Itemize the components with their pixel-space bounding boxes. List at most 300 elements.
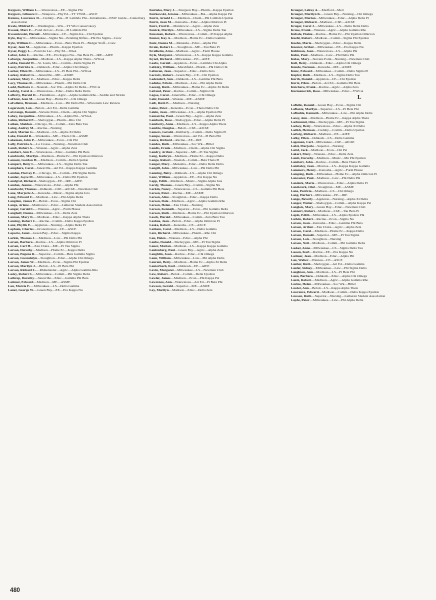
entry-details: Beloit—LS—Kappa Alpha Theta (312, 286, 359, 291)
entry-name: Krueger, Marion (290, 16, 316, 21)
entry-name: LaFleur, Jean M. (8, 97, 34, 102)
directory-entry: Krueger, Richard—Madison—ChE—AIChE (290, 20, 355, 25)
directory-entry: Lackey, Betty—Wauwatosa—Educ—Alpha Xi Delta (290, 123, 365, 128)
entry-details: Oshkosh—Educ—Alpha Chi Omega (310, 60, 362, 65)
entry-name: Larson, Eugene R. (8, 251, 36, 256)
entry-name: Ladwig, Carol A. (8, 89, 34, 94)
directory-entry: Kusick, Marilyn—Milwaukee—LS—Sigma Delta Tau (149, 28, 227, 33)
entry-details: Milwaukee—Comm—Delta Sigma Pi (315, 68, 369, 73)
entry-name: Laube, Donald (149, 239, 172, 244)
entry-name: Lacroix, Robert (149, 73, 173, 77)
entry-name: Lauber, Ruth (290, 261, 311, 266)
directory-entry: Lawson, Ruth—Superior—Nursing—Lutheran Student Association (290, 294, 386, 299)
entry-details: Racine—Nursing (37, 125, 62, 130)
entry-details: Madison—ChE—AIChE (319, 20, 355, 25)
directory-entry: Lampert, Betty L.—Milwaukee—LS—Sigma Delta Tau (8, 162, 88, 167)
entry-details: Milwaukee—LS—Alpha Epsilon Phi (312, 213, 365, 217)
entry-details: Medford—Med (321, 8, 344, 12)
entry-details: Wausau—CE—ASCE (311, 257, 343, 262)
entry-name: Langhoff, Donna (8, 211, 34, 216)
entry-details: Menasha—Educ—Delta Delta Delta (173, 162, 224, 167)
entry-name: Ladwig, Richard (290, 131, 316, 136)
entry-name: Law, Robert (149, 272, 168, 277)
entry-details: Manitowoc—Educ—Lutheran Student Association (32, 203, 103, 207)
entry-details: Milwaukee—Comm—Phi Sigma Delta (35, 272, 91, 277)
directory-entry: Kutchera, Frank—Racine—Agric—Alpha Zeta (290, 85, 359, 90)
directory-entry: Lauber, Ruth—Sheboygan—Art Ed—Delta Gamma (290, 261, 365, 266)
entry-name: Kyle, Ray C. (8, 36, 27, 41)
entry-name: Kyncl, Richard (149, 56, 172, 61)
entry-name: Kvale, Robert L. (149, 44, 174, 49)
entry-name: Latz, Richard (149, 231, 170, 236)
directory-entry: Larsen, Peter—Racine—ME—ASME (149, 190, 204, 195)
entry-name: Lavin, Margaret (149, 268, 174, 272)
entry-details: Racine—EE—Eta Kappa Nu—Tau Beta Pi—IRE—AIEE (33, 52, 114, 57)
entry-details: Marshfield—Pharm—Phi Delta Chi (177, 64, 228, 69)
entry-name: Laughton, Ann (290, 269, 313, 274)
entry-name: Lamont, Gordon H. (8, 158, 38, 163)
directory-entry: Lageman, Carl—Milwaukee—ChE—AIChE (290, 139, 355, 144)
directory-entry: Lasch, Harold—Milwaukee—Comm—Zeta Beta Tau (149, 215, 225, 220)
directory-entry: Lake, Donald R.—Waukesha—ME—Theta Chi—ASME (8, 133, 89, 138)
entry-name: Kutz, Donna M. (149, 40, 174, 45)
entry-details: Beloit—Art Ed—Gamma Phi Beta (312, 81, 361, 86)
entry-name: Latimer, Jean (290, 253, 311, 258)
directory-entry: Larson, Dale—Madison—Agric—Alpha Gamma Rho (149, 198, 226, 203)
entry-name: Labuzan, Jean (149, 68, 171, 73)
entry-details: Wauwatosa—Educ—Alpha Delta Pi (317, 180, 368, 185)
entry-name: Laun, William (149, 255, 171, 260)
directory-entry: Kurz, Fred R.—Manitowoc—Agric—Alpha Zeta (149, 24, 220, 29)
entry-name: Larsen, Joan (290, 221, 310, 226)
entry-name: Landsverk, Olaf (290, 184, 315, 189)
entry-details: Milwaukee—LS—Sigma Delta Tau (313, 245, 363, 250)
entry-name: Lacy, Thomas R. (8, 81, 33, 86)
directory-entry: Lammers, Henry—Kenosha—Agric—Farm House (290, 168, 363, 173)
entry-name: Lamers, Gerald (149, 129, 173, 134)
entry-details: Eau Claire—Nursing (173, 203, 203, 207)
entry-name: Lackey, Robert G. (8, 73, 35, 77)
directory-entry: Lawrence, Edward—Madison—Comm—Delta Kappa Epsilon (290, 290, 380, 295)
entry-details: Wauwatosa—Educ—Gamma Phi Beta (36, 150, 90, 155)
directory-entry: Larsen, Barbara—Racine—LS—Alpha Omicron Pi (8, 239, 82, 244)
entry-details: Milwaukee—ChE—AIChE (316, 139, 355, 144)
directory-entry: Landgraf, Richard—Sheboygan—EE—IRE—AIEE (8, 178, 83, 183)
entry-name: Laufenberg, Paul (149, 247, 175, 252)
entry-details: Rhinelander—Agric—Alpha Gamma Rho (39, 268, 98, 272)
entry-details: Beloit—Educ—Alpha Omicron Pi (172, 219, 220, 224)
entry-name: Langill, John (149, 166, 169, 171)
directory-entry: Lannert, Robert—Madison—ChE—Tau Beta Pi (290, 208, 360, 213)
entry-name: Lapp, Edith (149, 178, 168, 183)
entry-name: Laird, Marian G. (8, 129, 34, 134)
entry-name: Larson, Dale (149, 198, 169, 203)
entry-name: Larkin, Nancy (149, 186, 171, 191)
entry-name: Larson, Carol (290, 229, 312, 234)
directory-entry: Lamb, Dorothy—Madison—Music—Mu Phi Epsilon (290, 156, 366, 161)
directory-entry: Kurkowski, Jerome—Milwaukee—BA—Alpha Kappa Psi (149, 12, 233, 17)
entry-details: Superior—Educ—Delta Zeta (174, 68, 215, 73)
column-2 (149, 8, 286, 586)
entry-details: Sheboygan—Pharm—Rho Chi (38, 117, 81, 122)
entry-name: Larson, Neil (290, 241, 309, 246)
entry-details: Stevens Point—Nursing—Newman Club (312, 56, 370, 61)
entry-details: Kenosha—Econ—Theta Delta Chi (170, 105, 219, 110)
entry-name: Kwaak, Marc F. (8, 28, 32, 33)
entry-details: Sheboygan—Educ—Kappa Delta (314, 40, 362, 45)
directory-entry: Kyser, Peggy L.—Fond du Lac—Phy Ed—WAA (8, 48, 77, 53)
entry-name: Kunz, Edward (290, 68, 313, 73)
directory-entry: Kuhlman, Joan—Wauwatosa—LS—Alpha Phi (290, 48, 358, 53)
entry-details: Milwaukee—Law—Phi Sigma Delta (315, 265, 367, 270)
entry-details: Fond du Lac—Econ—Pi Lambda Phi (35, 28, 87, 33)
entry-name: Lamboley, Joan (290, 164, 314, 169)
entry-details: Wauwatosa—LS—Alpha Phi (316, 48, 358, 53)
entry-name: Kuester, Arthur (290, 44, 315, 49)
directory-entry: Lansing, Robert C.—Racine—Comm—Delta Kappa Epsilon (8, 219, 94, 224)
directory-entry: Lacey, Ann—Madison—Home Ec—Kappa Alpha Theta (290, 115, 369, 120)
entry-details: Racine—ME—ASME (172, 190, 204, 195)
entry-name: Lau, Marcia E. (8, 284, 31, 289)
entry-name: Lamberty, Anne (149, 121, 174, 126)
entry-details: Milwaukee—LS—Delta Delta Delta (318, 24, 369, 29)
directory-entry: Laska, Robert—Kenosha—CE—ASCE (149, 223, 206, 228)
entry-name: Larkin, Thomas J. (8, 235, 36, 240)
entry-name: Lane, Patricia (290, 188, 312, 193)
entry-details: Oshkosh—Educ—Alpha Chi Omega (316, 273, 368, 278)
entry-name: Landry, Arthur (149, 150, 173, 155)
entry-name: Laib, Ruth E. (149, 101, 170, 106)
entry-name: Laurent, Betty (149, 259, 171, 264)
directory-entry: Krueger, Marion—Milwaukee—Educ—Alpha Delta Pi (290, 16, 369, 21)
entry-name: Ladendorf, Ann (149, 77, 173, 82)
directory-entry: Labisky, William—Marshfield—Pharm—Phi Delta Chi (149, 64, 228, 69)
directory-entry: Ladish, Herman—Cudahy—Comm—Delta Upsilon (290, 127, 365, 132)
entry-details: Green Bay—CE—Chi Epsilon (176, 73, 219, 77)
directory-entry: LaBonte, Marilyn—Superior—LS—Pi Beta Phi (290, 107, 359, 112)
directory-entry: Lambert, Ann E.—Wauwatosa—Educ—Gamma Phi Beta (8, 150, 90, 155)
directory-entry: Latham, Carol—Madison—LS—Delta Gamma (149, 227, 217, 232)
entry-details: Appleton—CE—Chi Epsilon (315, 77, 357, 82)
entry-name: Landgraf, Richard (8, 178, 36, 183)
directory-entry: Lasky, Robert S.—Milwaukee—Comm—Phi Sigma Delta (8, 272, 91, 277)
directory-entry: Langlois, Mary—Green Bay—Educ—Newman Club (290, 204, 366, 209)
entry-name: LaFollette, Bronson (8, 101, 38, 106)
directory-entry: Lane, Patricia—Madison—LS—Chi Omega (290, 188, 354, 193)
entry-details: Oshkosh—LS—Gamma Phi Beta (176, 77, 223, 82)
entry-details: Wausau—Agric—Farm House (37, 207, 81, 212)
entry-details: Superior—Econ—Phi Gamma Delta (177, 207, 229, 212)
directory-entry: Landwehr, Thomas—Oshkosh—ChE—AIChE—Newman Club (8, 186, 99, 191)
directory-entry: Lapp, Edith—Madison—Music—Sigma Alpha Iota (149, 178, 223, 183)
directory-entry: Larson, Kenneth—Superior—Econ—Phi Gamma Delta (149, 207, 229, 212)
directory-entry: Lance, Richard—Racine—EE—IRE (149, 138, 202, 142)
entry-details: Madison—Econ—Chi Psi (311, 148, 348, 152)
entry-name: Lancaster, Paul (290, 176, 314, 181)
entry-name: Lannert, Robert (290, 208, 315, 213)
directory-entry: Lamont, Gordon H.—Madison—Comm—Delta Upsilon (8, 158, 89, 163)
entry-details: Green Bay—Educ—Newman Club (316, 204, 366, 209)
directory-entry: Law, Robert—Beloit—Comm—Delta Upsilon (149, 272, 215, 277)
directory-entry: Larson, Marilyn J.—Beloit—LS—Pi Beta Phi (8, 263, 74, 268)
entry-name: Lahti, Marjorie (290, 143, 314, 148)
directory-entry: Labbe, Donald W.—St. Louis, Mo.—Comm—Delta Sigma Pi (8, 60, 95, 65)
directory-entry: LaFollette, Bronson—Madison—Law—Phi Delta Phi—Wisconsin Law Review (8, 101, 121, 106)
entry-name: Larson, Ruth (149, 211, 170, 216)
entry-details: Green Bay—Econ—Sigma Chi (317, 103, 362, 108)
entry-details: Janesville—Educ—Chi Omega (172, 93, 216, 98)
entry-details: Milwaukee—LS—Alpha Epsilon Phi (170, 109, 222, 114)
directory-entry: Landon, Jeanne—Wauwatosa—Educ—Alpha Phi (8, 182, 79, 187)
directory-entry: Kurth, Donald—Appleton—CE—Chi Epsilon (290, 77, 357, 82)
entry-details: Eau Claire—ME—Pi Tau Sigma (34, 243, 80, 248)
directory-entry: Lannon, Mary K.—Madison—Educ—Kappa Alpha Theta (8, 215, 90, 220)
entry-details: Madison—Econ—Phi Kappa Psi (173, 276, 220, 281)
entry-details: Stevens Point—Chem—Alpha Chi Sigma (38, 109, 97, 114)
directory-entry: Kuster, Kay A.—Madison—Home Ec—Delta Gamma (149, 36, 226, 41)
entry-name: Kuzmanovich, Rose (290, 89, 320, 94)
entry-details: Waupaca—Phy Ed—TT VWM—ASCE (42, 12, 98, 17)
entry-name: Laska, Robert (149, 223, 171, 228)
directory-entry: Landsverk, Olaf—Stoughton—ME—ASME (290, 184, 354, 189)
directory-entry: Larson, Eugene R.—Superior—Comm—Beta Gamma Sigma (8, 251, 95, 256)
entry-details: Madison—Law—Phi Delta Phi (38, 235, 83, 240)
directory-entry: Labuzan, Jean—Superior—Educ—Delta Zeta (149, 68, 215, 73)
directory-entry: Lambeck, Rose—Sheboygan—Educ—Alpha Delta Pi (149, 117, 225, 122)
directory-entry: Kuypers, Gilmore C.—Waupaca—Phy Ed—TT VWM—ASCE (8, 12, 98, 17)
entry-name: Larson, Richard L. (8, 268, 37, 272)
entry-name: Lambert, John (290, 160, 313, 165)
column-3 (291, 8, 428, 586)
entry-name: Landeck, Marie (290, 180, 315, 185)
directory-entry: Lamers, Gerald—Kimberly—Comm—Delta Sigma Pi (149, 129, 227, 134)
entry-name: Lahey, Jacqueline (8, 113, 35, 118)
directory-entry: Lay, Marilyn—Madison—Educ—Delta Zeta (149, 288, 213, 293)
entry-name: Larson, Alice (149, 194, 169, 199)
entry-name: Larson, Dorothy (8, 247, 33, 252)
directory-entry: Lamb, Robert A.—Wausau—Agric—Alpha Zeta (8, 146, 78, 151)
directory-entry: Laurent, Betty—Madison—Home Ec—Alpha Xi Delta (149, 259, 228, 264)
directory-entry: Larkin, Robert—Racine—Econ—Sigma Nu (290, 217, 354, 222)
page-number: 480 (10, 588, 21, 594)
entry-name: Landis, Frank (149, 146, 171, 151)
entry-details: Kenosha—Educ—Gamma Phi Beta (313, 221, 363, 226)
entry-details: Green Bay—EE—Eta Kappa Nu (37, 288, 83, 293)
directory-entry: Lauer, George W.—Green Bay—EE—Eta Kappa Nu (8, 288, 83, 293)
directory-entry: Kwasniewski, Harold—Milwaukee—CE—Sigma Ka—Chi Epsilon (8, 32, 104, 37)
entry-details: Superior—Nursing (317, 143, 344, 148)
directory-entry: Kuzmanovich, Rose—Milwaukee—Educ—YWCA (290, 89, 364, 94)
entry-details: Neenah—Soc Wk—Alpha Xi Delta—YWCA (36, 85, 101, 90)
entry-details: Madison—Educ—Alpha Phi (314, 253, 355, 258)
directory-entry: Krueger, Marilyn K.—Green Bay—Nursing—Chi Omega (290, 12, 373, 17)
directory-entry: Kvale, Robert L.—Stoughton—ME—Tau Beta Pi (149, 44, 220, 49)
directory-entry: Lahti, Marjorie—Superior—Nursing (290, 143, 344, 148)
directory-entry: Lange, Arlene—Manitowoc—Educ—Lutheran Student Association (8, 203, 103, 207)
entry-details: Green Bay—Agric—Alpha Zeta (176, 113, 222, 118)
entry-name: LaGrange, Donald (8, 109, 36, 114)
entry-name: Lagoo, Carol (149, 93, 169, 98)
entry-name: Lamarche, Paul (149, 113, 173, 118)
entry-name: Kurtz, Ellen (290, 81, 309, 86)
entry-details: Milwaukee—Law—Phi Delta Phi (172, 166, 220, 171)
entry-name: Lauer, George W. (8, 288, 34, 293)
directory-entry: Latz, Richard—Milwaukee—Pharm—Rho Chi (149, 231, 217, 236)
directory-entry: Lanz, Phyllis E.—Appleton—Nursing—Alpha Delta Pi (8, 223, 86, 228)
entry-name: Laughlin, Joan (149, 251, 172, 256)
entry-details: Madison—Home Ec—Kappa Delta (174, 154, 224, 159)
entry-name: Langdon, James P. (8, 198, 36, 203)
entry-name: Kyle, Margaret (149, 52, 172, 57)
entry-name: Larsen, Barbara (8, 239, 33, 244)
entry-details: Superior—ME—ASME (176, 284, 210, 289)
entry-name: Lautz, Robert (290, 278, 312, 282)
entry-details: Madison—LS—Delta Gamma (174, 227, 217, 232)
entry-details: Madison—Home Ec—Kappa Delta (314, 229, 364, 234)
directory-entry: Kruger, Carol J.—Milwaukee—LS—Delta Delta Delta (290, 24, 369, 29)
entry-details: Waukesha—ME—Theta Chi—ASME (35, 133, 89, 138)
entry-name: Larsen, Peter (149, 190, 170, 195)
entry-name: Lavine, Helen (290, 282, 312, 287)
directory-entry: Lathrop, Dorothy—Janesville—Educ—Gamma Phi Beta (8, 276, 89, 281)
entry-name: Kruse, Frank (290, 28, 311, 33)
directory-entry: Labarge, Jacqueline—Madison—LS—Kappa Alpha Theta—WSGA (8, 56, 105, 61)
entry-name: Krueger, Marilyn K. (290, 12, 321, 17)
entry-details: Milwaukee—Sigma Nu—Pershing Rifles—Phi Eta Sigma—Crew (30, 36, 122, 41)
entry-name: Larsen, Carl H. (8, 243, 32, 248)
directory-entry: Kwaak, Marc F.—Fond du Lac—Econ—Pi Lambda Phi (8, 28, 87, 33)
entry-name: Landon, Jeanne (8, 182, 32, 187)
directory-entry: Ladwig, Carol A.—Wauwatosa—Educ—Delta Delta Delta (8, 89, 91, 94)
directory-entry: Latimer, Edward—Madison—ME—ASME (8, 280, 71, 285)
entry-name: Lakari, Mary (290, 152, 311, 157)
entry-details: Madison—Law—Phi Delta Phi—Wisconsin Law Review (40, 101, 121, 106)
directory-entry: Laughton, Ann—Madison—LS—Pi Beta Phi (290, 269, 355, 274)
directory-entry: Laube, Donald—Sheboygan—ME—Pi Tau Sigma (149, 239, 221, 244)
entry-name: LaFond, Peter (149, 89, 171, 94)
entry-details: Kenosha—CE—ASCE (173, 223, 206, 228)
directory-entry: Kurtz, Arnold L.—Madison—Chem—Phi Lambda Upsilon (149, 16, 234, 21)
entry-name: Kurkowski, Jerome (149, 12, 179, 17)
entry-details: Milwaukee—LS—Alpha Phi—WSGA (37, 113, 92, 118)
entry-name: LaBelle, Ronald (290, 103, 315, 108)
entry-name: Lay, Marilyn (149, 288, 169, 293)
entry-details: Stoughton—ME—Tau Beta Pi (177, 44, 220, 49)
entry-name: Lake, Donald R. (8, 133, 33, 138)
directory-entry: Kyle, Ray C.—Milwaukee—Sigma Nu—Pershing Rifles—Phi Eta Sigma—Crew (8, 36, 122, 41)
entry-details: Milwaukee—LS—Newman Club (177, 268, 224, 272)
entry-name: Lawrence, Ann (149, 280, 172, 285)
entry-name: Kvalheim, Arne (149, 48, 173, 53)
directory-entry: LaBelle, Ronald—Green Bay—Econ—Sigma Chi (290, 103, 362, 108)
directory-entry: Landau, Harvey E.—Chicago, Ill.—Comm—Phi Sigma Delta (8, 170, 96, 175)
entry-name: Laporte, Janet (8, 231, 30, 236)
entry-name: Kusick, Marilyn (149, 28, 174, 33)
entry-name: Lahm, Richard E. (8, 117, 35, 122)
entry-name: Lange, Robert (149, 158, 171, 163)
entry-details: Fond du Lac—Phy Ed—WAA (34, 48, 77, 53)
entry-details: Racine—Econ—Sigma Nu (316, 217, 354, 222)
entry-name: Kruger, Carol J. (290, 24, 315, 29)
directory-entry: Laun, Barbara—Oshkosh—Educ—Alpha Chi Omega (290, 273, 368, 278)
entry-details: Wauwatosa—Educ—Alpha Xi Delta (314, 123, 365, 128)
entry-details: Madison—ME—ASME (36, 280, 71, 285)
entry-name: Lasky, Robert S. (8, 272, 33, 277)
entry-details: Janesville—Art Ed—Kappa Kappa Gamma (36, 166, 97, 171)
entry-details: Wauwatosa—Art Ed—Pi Beta Phi (173, 133, 221, 138)
entry-name: Lambie, Douglas (149, 125, 175, 130)
entry-details: Milwaukee—Pharm—Phi Delta Chi (36, 81, 87, 86)
entry-name: Lambert, Ann E. (8, 150, 33, 155)
directory-entry: Lavine, Helen—Milwaukee—Soc Wk—Hillel (290, 282, 356, 287)
directory-entry: Langer, Mary—Menasha—Educ—Delta Delta Delta (149, 162, 224, 167)
entry-name: Lau, Helen (149, 235, 166, 240)
entry-name: Labisky, William (149, 64, 175, 69)
directory-entry: Laird, Jack—Madison—Econ—Chi Psi (290, 148, 348, 152)
entry-details: Appleton—EE—Eta Kappa Nu (173, 174, 217, 179)
directory-entry: Langhoff, Donna—Milwaukee—LS—Delta Zeta (8, 211, 78, 216)
entry-name: Lakeman, John P. (8, 138, 35, 142)
entry-details: Wauwatosa—Educ—Delta Delta Delta (36, 89, 91, 94)
entry-details: Madison—Comm—Delta Upsilon (40, 158, 89, 163)
entry-name: Lamping, Ruth (290, 172, 314, 177)
directory-entry: Kubale, Elaine—Racine—Home Ec—Phi Upsilon Omicron (290, 32, 375, 37)
entry-details: Kenosha—Music—Sigma Alpha Iota (37, 190, 90, 195)
entry-details: Milwaukee—CE—Sigma Ka—Chi Epsilon (42, 32, 104, 37)
entry-details: Madison—Nursing (172, 101, 200, 106)
directory-entry: Lanz, William—Appleton—EE—Eta Kappa Nu (149, 174, 217, 179)
entry-details: Stoughton—Educ—Kappa Delta (172, 194, 218, 199)
entry-details: Madison—Comm—Sigma Phi Epsilon (315, 36, 369, 41)
directory-entry: Laun, William—Milwaukee—Law—Phi Alpha Delta (149, 255, 225, 260)
entry-name: Lawler, James (149, 276, 171, 281)
entry-name: Kutchera, Frank (290, 85, 316, 90)
directory-entry: Lange, Robert—Neenah—Comm—Beta Theta Pi (149, 158, 220, 163)
entry-name: Lanning, Betty (149, 170, 172, 175)
directory-entry: Lamberty, Anne—Madison—LS—Kappa Alpha Theta (149, 121, 227, 126)
entry-name: Lange, Beverly (290, 196, 313, 201)
entry-name: Kwasniewski, Harold (8, 32, 40, 37)
entry-details: Kenosha—Educ—Alpha Omicron Pi (175, 20, 227, 25)
entry-details: Appleton—Nursing—Alpha Xi Delta (316, 196, 368, 201)
entry-details: Wauwatosa—LS—Gamma Phi Beta (174, 186, 225, 191)
entry-details: Beloit—Econ—Sigma Chi (39, 198, 76, 203)
entry-name: LaBudde, Kenneth (290, 111, 319, 116)
entry-details: Monroe—LS—Kappa Kappa Gamma (317, 164, 370, 169)
entry-details: Wauwatosa—Art Ed—Pi Beta Phi (175, 280, 223, 285)
entry-name: Lahr, Donald (149, 97, 169, 102)
entry-details: Wauwatosa—LS—Kappa Kappa Gamma (175, 52, 233, 57)
directory-entry: Laufer, Sidney—Milwaukee—Law—Phi Sigma Delta (290, 265, 367, 270)
entry-details: Wausau—Educ—Alpha Phi (169, 235, 208, 240)
entry-details: Oshkosh—Educ—Alpha Chi Omega (37, 64, 89, 69)
entry-details: Madison—Educ—Kappa Delta (36, 77, 81, 82)
entry-name: Lang, Edward F. (8, 194, 33, 199)
entry-name: Lapham, Charles (8, 227, 34, 232)
entry-details: Appleton—Pharm—Kappa Epsilon (33, 44, 83, 49)
entry-details: Madison—Law—Phi Alpha Delta (175, 81, 223, 86)
entry-details: Milwaukee—LS—Delta Zeta (36, 211, 78, 216)
entry-name: Lackey, Betty (290, 123, 311, 128)
entry-name: Kyser, Peggy L. (8, 48, 31, 53)
entry-details: Manitowoc—Agric—Alpha Zeta (173, 24, 220, 29)
entry-details: Menasha—Educ—Alpha Phi (176, 40, 217, 45)
entry-name: Kurz, Fred R. (149, 24, 170, 29)
entry-name: Kussman, Robert (149, 32, 176, 37)
entry-details: Sheboygan—Art Ed—Delta Gamma (313, 261, 365, 266)
entry-details: Chicago, Ill.—Comm—Phi Sigma Delta (39, 170, 96, 175)
directory-entry: Lacey, Patricia A.—Oshkosh—Educ—Alpha Chi Omega (8, 64, 89, 69)
